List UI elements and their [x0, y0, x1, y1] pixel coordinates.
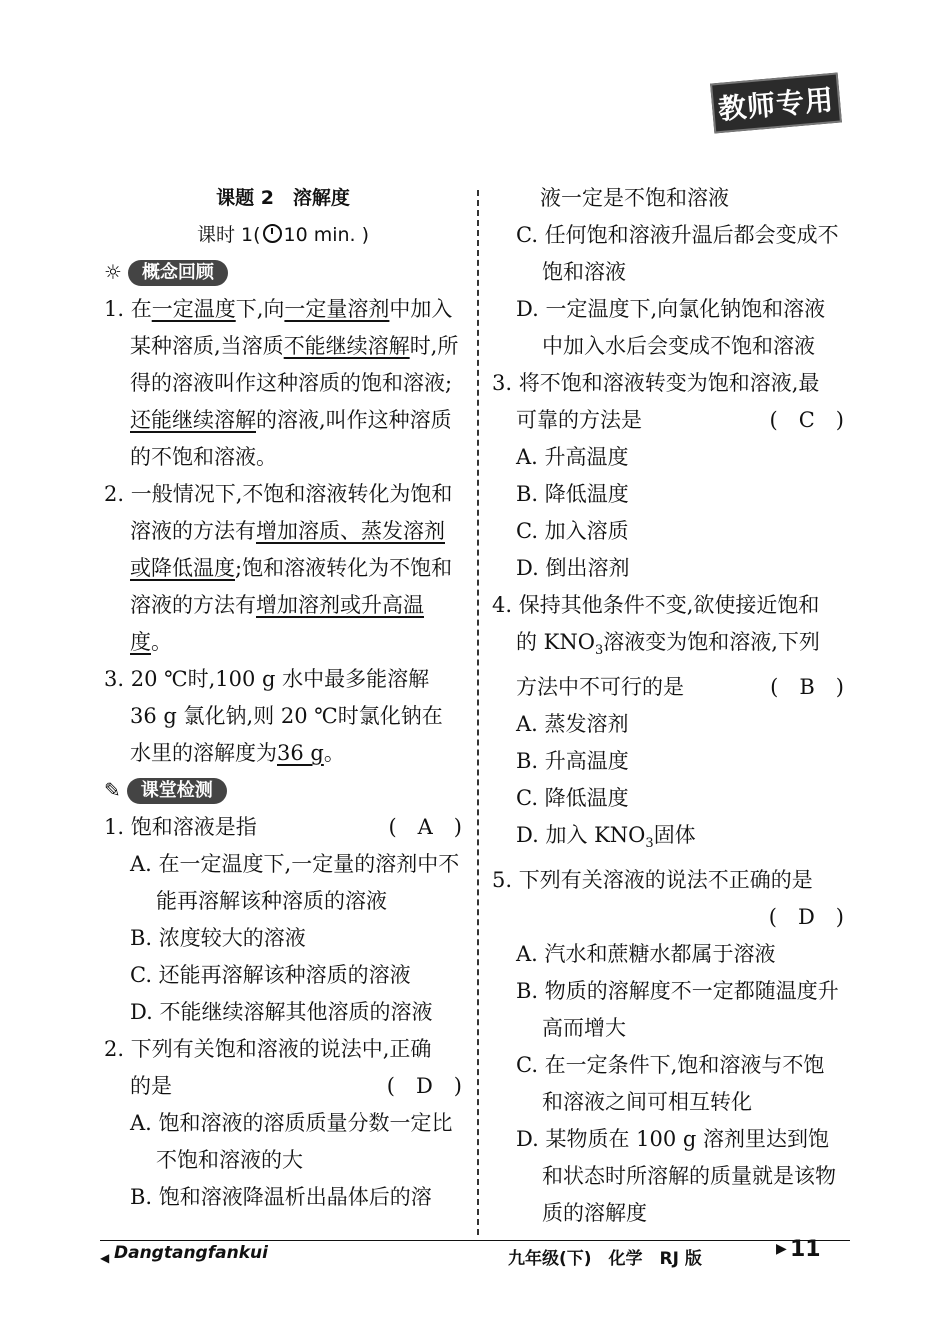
option: A. 在一定温度下,一定量的溶剂中不能再溶解该种溶质的溶液: [130, 852, 460, 913]
clock-icon: [263, 224, 282, 243]
option: C. 在一定条件下,饱和溶液与不饱和溶液之间可相互转化: [516, 1053, 825, 1115]
right-column: [492, 180, 844, 1232]
test-question-5-stem: 5. 下列有关溶液的说法不正确的是: [492, 868, 813, 893]
option: D. 加入 $KNO_3$固体: [516, 823, 696, 852]
page-number: 11: [790, 1237, 821, 1262]
subtitle-prefix: 课时 1(: [196, 224, 261, 246]
option: A. 蒸发溶剂: [516, 712, 629, 737]
lesson-title: 课题 2 溶解度: [216, 187, 350, 209]
option: C. 任何饱和溶液升温后都会变成不饱和溶液: [516, 223, 839, 284]
teacher-only-stamp: 教师专用: [710, 73, 842, 134]
option: B. 升高温度: [516, 749, 629, 774]
answer: ( B ): [770, 675, 844, 700]
option: A. 饱和溶液的溶质质量分数一定比不饱和溶液的大: [130, 1111, 453, 1172]
answer: ( D ): [386, 1074, 462, 1098]
option: A. 升高温度: [516, 445, 629, 469]
test-question-1-stem: 1. 饱和溶液是指 ( A ): [104, 809, 462, 846]
option: D. 不能继续溶解其他溶质的溶液: [130, 1000, 433, 1024]
option: D. 倒出溶剂: [516, 556, 630, 580]
test-question-2-stem: 2. 下列有关饱和溶液的说法中,正确: [104, 1037, 432, 1061]
option: B. 浓度较大的溶液: [130, 926, 306, 950]
option-continuation: 液一定是不饱和溶液: [540, 186, 729, 210]
test-question-4-stem-cont: 的 $KNO_3$溶液变为饱和溶液,下列: [516, 630, 820, 659]
answer: ( D ): [768, 905, 844, 930]
option: B. 物质的溶解度不一定都随温度升高而增大: [516, 979, 839, 1041]
answer: ( A ): [388, 815, 462, 839]
option: C. 还能再溶解该种溶质的溶液: [130, 963, 411, 987]
option: A. 汽水和蔗糖水都属于溶液: [516, 942, 776, 967]
test-question-3-stem-cont: 可靠的方法是 ( C ): [492, 402, 844, 439]
answer: ( C ): [769, 408, 844, 432]
grade-subject: 九年级(下) 化学 RJ 版: [508, 1249, 702, 1269]
section-label: 概念回顾: [128, 260, 228, 286]
left-arrow-icon: ◀: [100, 1251, 110, 1265]
page-footer: [100, 1237, 850, 1271]
column-divider: [477, 190, 479, 1235]
test-question-4-stem: 4. 保持其他条件不变,欲使接近饱和: [492, 593, 820, 617]
subtitle-suffix: 10 min. ): [283, 224, 370, 246]
lesson-subtitle: [104, 217, 462, 254]
option: C. 加入溶质: [516, 519, 629, 543]
concept-question-1: 1. 在一定温度下,向一定量溶剂中加入某种溶质,当溶质不能继续溶解时,所得的溶液叫作这种溶质的饱和溶液;还能继续溶解的溶液,叫作这种溶质的不饱和溶液。: [104, 297, 459, 469]
test-question-3-stem: 3. 将不饱和溶液转变为饱和溶液,最: [492, 371, 820, 395]
left-column: [104, 180, 462, 1216]
section-label: 课堂检测: [127, 778, 227, 804]
test-question-4-stem-cont2: 方法中不可行的是 ( B ): [492, 669, 844, 706]
right-arrow-icon: ▶: [776, 1241, 787, 1257]
option: C. 降低温度: [516, 786, 629, 811]
option: B. 降低温度: [516, 482, 629, 506]
test-question-2-stem-cont: 的是 ( D ): [104, 1068, 462, 1105]
concept-question-3: 3. 20 ℃时,100 g 水中最多能溶解 36 g 氯化钠,则 20 ℃时氯化钠在水里的溶解度为36 g。: [104, 667, 443, 765]
brand-logo: Dangtangfankui: [114, 1243, 268, 1263]
concept-question-2: 2. 一般情况下,不饱和溶液转化为饱和溶液的方法有增加溶质、蒸发溶剂或降低温度;饱和溶液转化为不饱和溶液的方法有增加溶剂或升高温度。: [104, 482, 453, 654]
option: D. 一定温度下,向氯化钠饱和溶液中加入水后会变成不饱和溶液: [516, 297, 826, 358]
section-concept-review: [104, 254, 462, 291]
option: D. 某物质在 100 g 溶剂里达到饱和状态时所溶解的质量就是该物质的溶解度: [516, 1127, 836, 1226]
lightbulb-icon: ☼: [104, 260, 122, 284]
option: B. 饱和溶液降温析出晶体后的溶: [130, 1185, 432, 1209]
pencil-icon: ✎: [104, 778, 121, 802]
section-class-test: [104, 772, 462, 809]
